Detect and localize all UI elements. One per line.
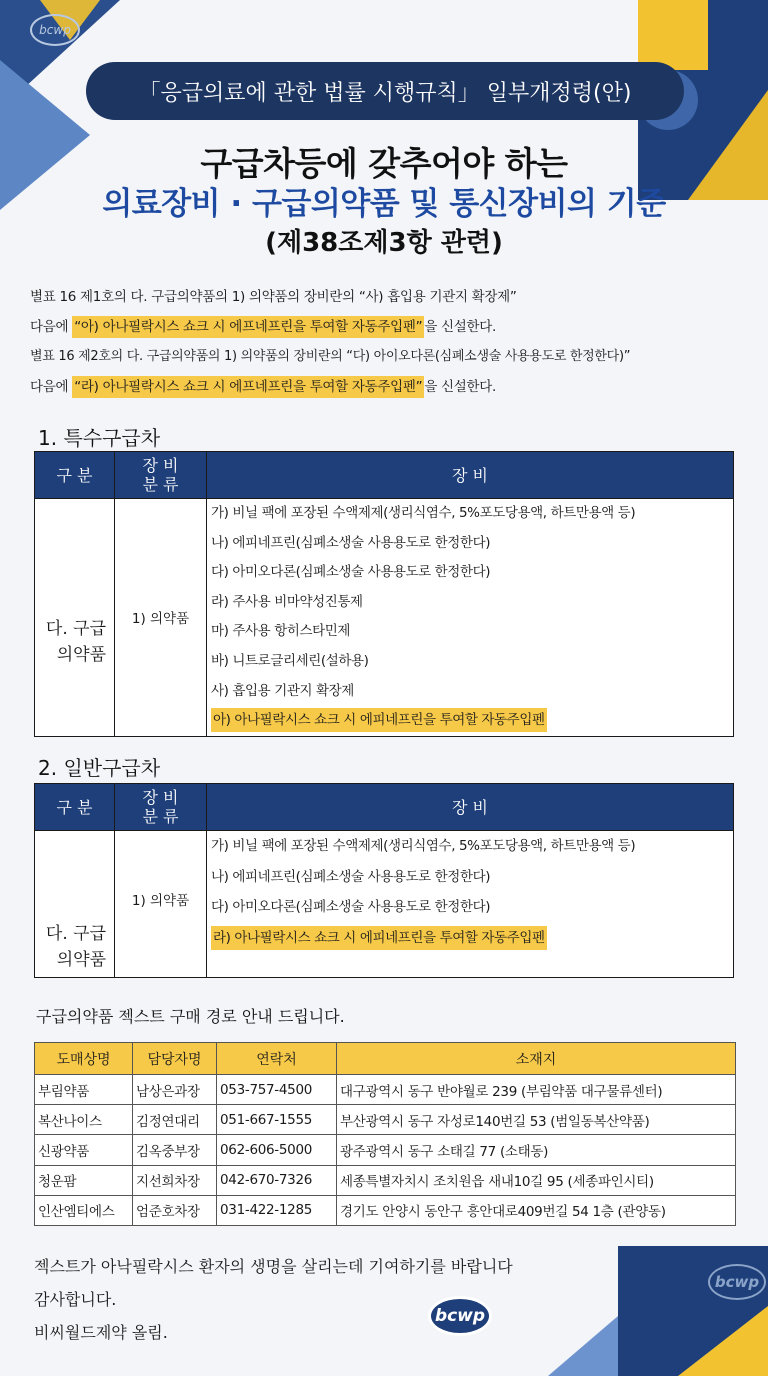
supplier-header-row [35,1043,736,1075]
supplier-table [34,1042,736,1226]
equipment-list [207,831,734,978]
page-title-line2: 의료장비 · 구급의약품 및 통신장비의 기준 [102,186,666,222]
brand-logo: bcwp [428,1296,492,1336]
equipment-item: 나) 에피네프린(심폐소생술 사용용도로 한정한다) [211,868,491,885]
regulation-title-pill: 「응급의료에 관한 법률 시행규칙」 일부개정령(안) [86,62,684,120]
subcategory-cell: 1) 의약품 [115,831,207,978]
intro-text: 별표 16 제2호의 다. 구급의약품의 1) 의약품의 장비란의 “다) 아이오다론(심폐소생술 사용용도로 한정한다)” [30,349,631,364]
equipment-item: 나) 에피네프린(심폐소생술 사용용도로 한정한다) [211,534,491,551]
closing-signature: 비씨월드제약 올림. [34,1323,168,1342]
equipment-item: 마) 주사용 항히스타민제 [211,623,351,640]
table-row [35,499,734,737]
phone-cell: 053-757-4500 [217,1075,337,1105]
table-row [35,1195,736,1225]
table-row [35,831,734,978]
header-category: 구 분 [35,784,115,831]
closing-line: 감사합니다. [34,1290,117,1309]
table-row [35,1135,736,1165]
intro-highlight: “라) 아나필락시스 쇼크 시 에프네프린을 투여할 자동주입펜” [72,376,424,398]
address-cell: 부산광역시 동구 자성로140번길 53 (범일동복산약품) [337,1105,736,1135]
table-header-row [35,452,734,499]
amendment-intro [30,282,750,402]
equipment-item-new: 아) 아나필락시스 쇼크 시 에피네프린을 투여할 자동주입펜 [207,706,733,736]
contact-person-cell: 남상은과장 [133,1075,217,1105]
intro-line [30,312,750,342]
equipment-item: 가) 비닐 팩에 포장된 수액제제(생리식염수, 5%포도당용액, 하트만용액 등) [211,838,636,854]
contact-person-cell: 지선희차장 [133,1165,217,1195]
intro-text: 을 신설한다. [424,319,496,335]
intro-line [30,342,750,372]
intro-text: 을 신설한다. [424,379,496,395]
equipment-item: 사) 흡입용 기관지 확장제 [211,682,354,699]
address-cell: 대구광역시 동구 반야월로 239 (부림약품 대구물류센터) [337,1075,736,1105]
address-cell: 세종특별자치시 조치원읍 새내10길 95 (세종파인시티) [337,1165,736,1195]
header-address: 소재지 [337,1043,736,1075]
intro-text: 다음에 [30,319,73,335]
brand-logo-side: bcwp [708,1264,766,1300]
header-subcategory: 장 비 분 류 [115,452,207,499]
wholesaler-cell: 부림약품 [35,1075,133,1105]
header-phone: 연락처 [217,1043,337,1075]
table-row [35,1075,736,1105]
special-ambulance-table [34,451,734,737]
brand-logo-faint: bcwp [30,14,80,46]
wholesaler-cell: 복산나이스 [35,1105,133,1135]
table-row [35,1165,736,1195]
wholesaler-cell: 신광약품 [35,1135,133,1165]
wholesaler-cell: 청운팜 [35,1165,133,1195]
equipment-item: 다) 아미오다론(심폐소생술 사용용도로 한정한다) [211,564,491,581]
equipment-item: 다) 아미오다론(심폐소생술 사용용도로 한정한다) [211,899,491,915]
page-title-line3: (제38조제3항 관련) [265,228,503,258]
section-title-special-ambulance: 1. 특수구급차 [38,426,161,450]
intro-line [30,282,750,312]
contact-person-cell: 김정연대리 [133,1105,217,1135]
equipment-item: 가) 비닐 팩에 포장된 수액제제(생리식염수, 5%포도당용액, 하트만용액 등) [211,505,636,521]
category-cell: 다. 구급 의약품 [35,831,115,978]
header-wholesaler: 도매상명 [35,1043,133,1075]
subcategory-cell: 1) 의약품 [115,499,207,737]
page-title-line1: 구급차등에 갖추어야 하는 [200,144,568,183]
closing-line: 젝스트가 아낙필락시스 환자의 생명을 살리는데 기여하기를 바랍니다 [34,1257,513,1276]
phone-cell: 051-667-1555 [217,1105,337,1135]
phone-cell: 031-422-1285 [217,1195,337,1225]
closing-message [34,1250,513,1349]
header-equipment: 장 비 [207,452,734,499]
contact-person-cell: 김옥중부장 [133,1135,217,1165]
equipment-item: 바) 니트로글리세린(설하용) [211,652,369,669]
phone-cell: 062-606-5000 [217,1135,337,1165]
corner-decoration [548,1316,618,1376]
intro-text: 다음에 [30,379,73,395]
address-cell: 경기도 안양시 동안구 흥안대로409번길 54 1층 (관양동) [337,1195,736,1225]
address-cell: 광주광역시 동구 소태길 77 (소태동) [337,1135,736,1165]
contact-person-cell: 엄준호차장 [133,1195,217,1225]
corner-decoration [638,0,708,70]
table-row [35,1105,736,1135]
equipment-item-new: 라) 아나필락시스 쇼크 시 에피네프린을 투여할 자동주입펜 [207,923,733,954]
intro-highlight: “아) 아나필락시스 쇼크 시 에프네프린을 투여할 자동주입펜” [72,316,424,338]
wholesaler-cell: 인산엠티에스 [35,1195,133,1225]
table-header-row [35,784,734,831]
purchase-guide-title: 구급의약품 젝스트 구매 경로 안내 드립니다. [36,1007,345,1026]
intro-line [30,372,750,402]
section-title-general-ambulance: 2. 일반구급차 [38,756,161,780]
equipment-item: 라) 주사용 비마약성진통제 [211,593,363,610]
header-contact-person: 담당자명 [133,1043,217,1075]
phone-cell: 042-670-7326 [217,1165,337,1195]
header-category: 구 분 [35,452,115,499]
category-cell: 다. 구급 의약품 [35,499,115,737]
intro-text: 별표 16 제1호의 다. 구급의약품의 1) 의약품의 장비란의 “사) 흡입용 기관지 확장제” [30,289,517,305]
general-ambulance-table [34,783,734,978]
header-subcategory: 장 비 분 류 [115,784,207,831]
equipment-list [207,499,734,737]
header-equipment: 장 비 [207,784,734,831]
